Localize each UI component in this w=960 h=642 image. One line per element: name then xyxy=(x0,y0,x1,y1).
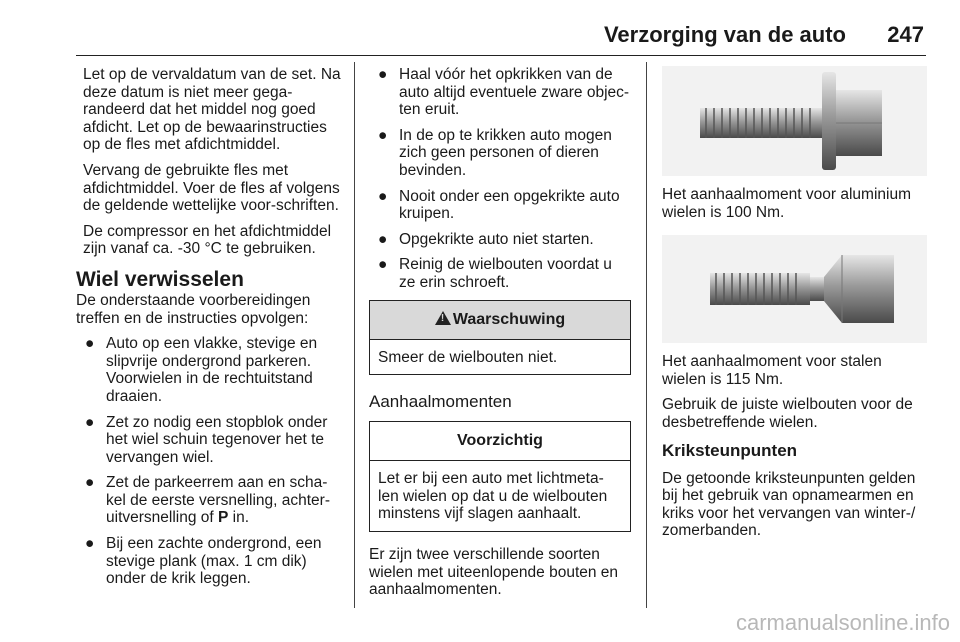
caption-steel-torque: Het aanhaalmoment voor stalen wielen is 115 Nm. xyxy=(662,353,882,388)
column-2 xyxy=(369,66,631,607)
bullet-icon: ● xyxy=(85,335,95,353)
preparation-list xyxy=(76,335,346,588)
section-heading-wheel-change: Wiel verwisselen xyxy=(76,267,244,291)
warning-title: Waarschuwing xyxy=(452,310,566,328)
warning-header xyxy=(370,301,630,340)
warning-box xyxy=(369,300,631,376)
warning-text: Smeer de wielbouten niet. xyxy=(378,348,558,366)
bullet-icon: ● xyxy=(378,187,388,205)
list-item: ● Haal vóór het opkrikken van de auto altijd eventuele zware objec-ten eruit. xyxy=(378,66,630,119)
bullet-icon: ● xyxy=(378,126,388,144)
column-divider-1 xyxy=(354,62,355,608)
paragraph-replace-bottle: Vervang de gebruikte fles met afdichtmiddel. Voer de fles af volgens de geldende wettelijke voor-schriften. xyxy=(83,161,340,215)
bullet-icon: ● xyxy=(378,66,388,83)
warning-triangle-icon: ! xyxy=(435,311,451,325)
caution-header: Voorzichtig xyxy=(370,422,630,461)
caption-aluminium-torque: Het aanhaalmoment voor aluminium wielen is 100 Nm. xyxy=(662,186,911,221)
page-number: 247 xyxy=(887,22,924,47)
bullet-icon: ● xyxy=(85,413,95,431)
paragraph-intro: De onderstaande voorbereidingen treffen en de instructies opvolgen: xyxy=(76,291,311,327)
jacking-list xyxy=(369,66,631,292)
column-divider-2 xyxy=(646,62,647,608)
paragraph-correct-bolts: Gebruik de juiste wielbouten voor de desbetreffende wielen. xyxy=(662,396,913,431)
paragraph-expiry: Let op de vervaldatum van de set. Na deze datum is niet meer gega-randeerd dat het middel nog goed afdicht. Let op de bewaarinstructies op de fles met afdichtmiddel. xyxy=(83,66,341,154)
list-item: ● Zet de parkeerrem aan en scha-kel de eerste versnelling, achter-uitversnelling of P in. xyxy=(85,474,331,527)
section-heading-torque: Aanhaalmomenten xyxy=(369,392,512,412)
aluminium-wheel-bolt-image xyxy=(662,66,927,176)
caution-text: Let er bij een auto met lichtmeta-len wielen op dat u de wielbouten minstens vijf slagen aanhaalt. xyxy=(378,470,608,523)
list-item: ● Nooit onder een opgekrikte auto kruipen. xyxy=(378,187,620,223)
watermark: carmanualsonline.info xyxy=(735,610,950,635)
list-item: ● Bij een zachte ondergrond, een stevige plank (max. 1 cm dik) onder de krik leggen. xyxy=(85,535,322,588)
header-title: Verzorging van de auto xyxy=(603,22,846,47)
bullet-icon: ● xyxy=(85,535,95,553)
column-1 xyxy=(76,66,346,596)
paragraph-wheel-types: Er zijn twee verschillende soorten wielen met uiteenlopende bouten en aanhaalmomenten. xyxy=(369,545,619,599)
section-heading-jack-points: Kriksteunpunten xyxy=(662,440,798,460)
list-item: ● Zet zo nodig een stopblok onder het wiel schuin tegenover het te vervangen wiel. xyxy=(85,413,328,466)
page-header xyxy=(76,20,924,50)
caution-box xyxy=(369,421,631,532)
bullet-icon: ● xyxy=(378,256,388,274)
column-3 xyxy=(662,66,927,548)
paragraph-temperature: De compressor en het afdichtmiddel zijn vanaf ca. -30 °C te gebruiken. xyxy=(83,222,332,258)
list-item: ● Auto op een vlakke, stevige en slipvrije ondergrond parkeren. Voorwielen in de rechtuitstand draaien. xyxy=(85,335,318,405)
list-item: ● Opgekrikte auto niet starten. xyxy=(378,230,594,248)
list-item: ● Reinig de wielbouten voordat u ze erin schroeft. xyxy=(378,256,612,291)
bullet-icon: ● xyxy=(378,230,388,248)
paragraph-jack-points: De getoonde kriksteunpunten gelden bij het gebruik van opnamearmen en kriks voor het vervangen van winter-/ zomerbanden. xyxy=(662,469,916,540)
header-rule xyxy=(76,55,926,56)
list-item: ● In de op te krikken auto mogen zich geen personen of dieren bevinden. xyxy=(378,126,612,179)
bullet-icon: ● xyxy=(85,474,95,492)
steel-wheel-bolt-image xyxy=(662,235,927,343)
